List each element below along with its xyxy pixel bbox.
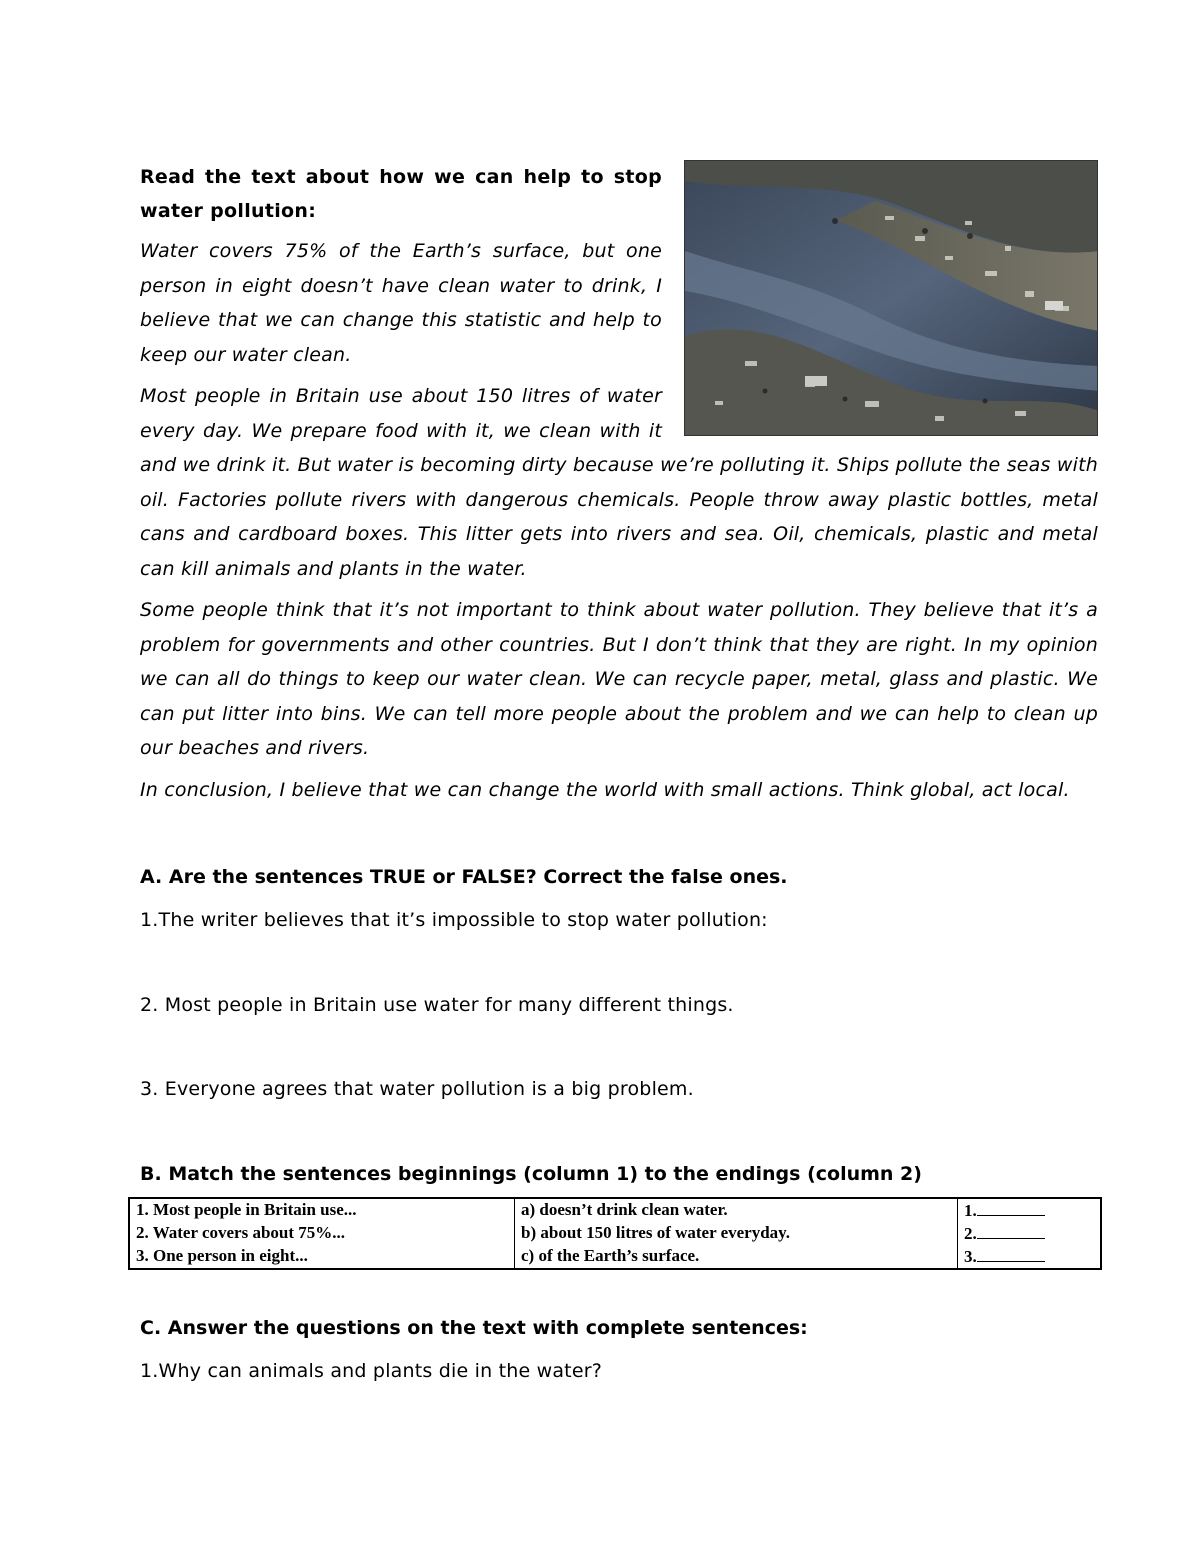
table-cell-beginning: 2. Water covers about 75%... (136, 1223, 346, 1242)
answer-number: 2. (964, 1224, 977, 1243)
table-row (129, 1222, 1101, 1245)
polluted-river-image (685, 161, 1098, 436)
answer-blank[interactable] (977, 1245, 1045, 1262)
reading-paragraph: Some people think that it’s not important to think about water pollution. They believe that it’s a problem for governments and other countries. But I don’t think that they are right. In my opinion we can all do things to keep our water clean. We can recycle paper, metal, glass and plastic. We can put litter into bins. We can tell more people about the problem and we can help to clean up our beaches and rivers. (140, 599, 1098, 759)
worksheet-page (136, 160, 1098, 1382)
section-a-question: 3. Everyone agrees that water pollution is a big problem. (140, 1078, 694, 1100)
answer-blank[interactable] (977, 1199, 1045, 1216)
table-row (129, 1198, 1101, 1222)
section-b-heading: B. Match the sentences beginnings (column 1) to the endings (column 2) (140, 1163, 922, 1185)
section-c-question: 1.Why can animals and plants die in the water? (140, 1360, 603, 1382)
reading-paragraph: In conclusion, I believe that we can change the world with small actions. Think global, act local. (140, 778, 1070, 801)
table-cell-ending: a) doesn’t drink clean water. (515, 1198, 958, 1222)
table-cell-ending: b) about 150 litres of water everyday. (515, 1222, 958, 1245)
section-a-question: 1.The writer believes that it’s impossible to stop water pollution: (140, 909, 768, 931)
answer-number: 1. (964, 1201, 977, 1220)
reading-paragraph: Most people in Britain use about 150 litres of water every day. We prepare food with it, we clean with it and we drink it. But water is becoming dirty because we’re polluting it. Ships pollute the seas with oil. Factories pollute rivers with dangerous chemicals. People throw away plastic bottles, metal cans and cardboard boxes. This litter gets into rivers and sea. Oil, chemicals, plastic and metal can kill animals and plants in the water. (140, 385, 1098, 580)
matching-table (128, 1197, 1102, 1270)
answer-blank[interactable] (977, 1222, 1045, 1239)
answer-number: 3. (964, 1247, 977, 1266)
section-a-heading: A. Are the sentences TRUE or FALSE? Correct the false ones. (140, 866, 788, 888)
reading-heading: Read the text about how we can help to stop water pollution: (140, 166, 662, 222)
table-cell-ending: c) of the Earth’s surface. (515, 1245, 958, 1269)
table-cell-beginning: 3. One person in eight... (136, 1246, 308, 1265)
answer-cell[interactable] (958, 1222, 1102, 1245)
reading-paragraph: Water covers 75% of the Earth’s surface, but one person in eight doesn’t have clean water to drink, I believe that we can change this statistic and help to keep our water clean. (140, 240, 662, 366)
table-row (129, 1245, 1101, 1269)
polluted-river-photo (684, 160, 1098, 436)
answer-cell[interactable] (958, 1245, 1102, 1269)
section-a-question: 2. Most people in Britain use water for many different things. (140, 994, 734, 1016)
section-c-heading: C. Answer the questions on the text with complete sentences: (140, 1317, 808, 1339)
table-cell-beginning: 1. Most people in Britain use... (136, 1200, 357, 1219)
answer-cell[interactable] (958, 1198, 1102, 1222)
